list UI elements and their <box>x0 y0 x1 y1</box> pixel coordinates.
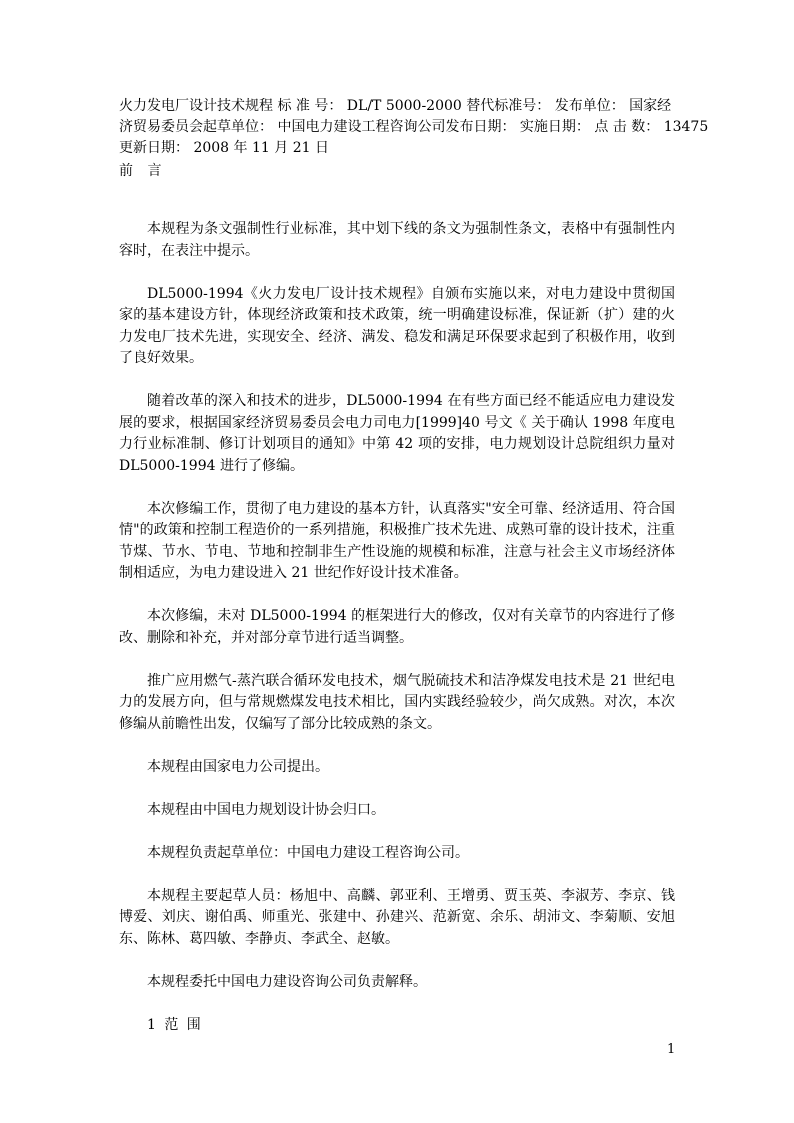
paragraph: 本规程负责起草单位：中国电力建设工程咨询公司。 <box>147 844 469 861</box>
paragraph: 本规程由中国电力规划设计协会归口。 <box>147 801 385 818</box>
paragraph: 本次修编工作，贯彻了电力建设的基本方针，认真落实"安全可靠、经济适用、符合国情"的政策和控制工程造价的一系列措施，积极推广技术先进、成熟可靠的设计技术，注重节煤、节水、节电、节地和控制非生产性设施的规模和标准，注意与社会主义市场经济体制相适应，为电力建设进入 21 世纪作好设计技术准备。 <box>119 500 675 581</box>
preface-title: 前 言 <box>119 163 167 179</box>
paragraph: 本规程为条文强制性行业标准，其中划下线的条文为强制性条文，表格中有强制性内容时，在表注中提示。 <box>119 221 675 259</box>
page-number: 1 <box>667 1042 676 1057</box>
header-line-3: 更新日期： 2008 年 11 月 21 日 <box>119 140 329 156</box>
header-line-1: 火力发电厂设计技术规程 标 准 号： DL/T 5000-2000 替代标准号： 发布单位： 国家经 <box>119 98 672 114</box>
paragraph: 推广应用燃气-蒸汽联合循环发电技术，烟气脱硫技术和洁净煤发电技术是 21 世纪电力的发展方向，但与常规燃煤发电技术相比，国内实践经验较少，尚欠成熟。对次，本次修编从前瞻性出发，仅编写了部分比较成熟的条文。 <box>119 672 675 732</box>
document-header <box>119 96 709 159</box>
paragraph: 随着改革的深入和技术的进步，DL5000-1994 在有些方面已经不能适应电力建设发展的要求，根据国家经济贸易委员会电力司电力[1999]40 号文《 关于确认 1998 年度电力行业标准制、修订计划项目的通知》中第 42 项的安排，电力规划设计总院组织力量对 DL5000-1994 进行了修编。 <box>119 393 675 474</box>
paragraph: 本次修编，未对 DL5000-1994 的框架进行大的修改，仅对有关章节的内容进行了修改、删除和补充，并对部分章节进行适当调整。 <box>119 608 675 646</box>
paragraph: 本规程由国家电力公司提出。 <box>147 758 329 775</box>
paragraph: 本规程主要起草人员：杨旭中、高麟、郭亚利、王增勇、贾玉英、李淑芳、李京、钱博爱、刘庆、谢伯禹、师重光、张建中、孙建兴、范新宽、余乐、胡沛文、李菊顺、安旭东、陈林、葛四敏、李静贞、李武全、赵敏。 <box>119 887 675 947</box>
document-body <box>119 219 675 1036</box>
header-line-2: 济贸易委员会起草单位： 中国电力建设工程咨询公司发布日期： 实施日期： 点 击 数： 13475 <box>119 119 709 135</box>
paragraph: 本规程委托中国电力建设咨询公司负责解释。 <box>147 973 427 990</box>
paragraph: DL5000-1994《火力发电厂设计技术规程》自颁布实施以来，对电力建设中贯彻国家的基本建设方针，体现经济政策和技术政策，统一明确建设标准，保证新（扩）建的火力发电厂技术先进，实现安全、经济、满发、稳发和满足环保要求起到了积极作用，收到了良好效果。 <box>119 285 675 366</box>
section-heading: 1 范 围 <box>147 1016 203 1033</box>
